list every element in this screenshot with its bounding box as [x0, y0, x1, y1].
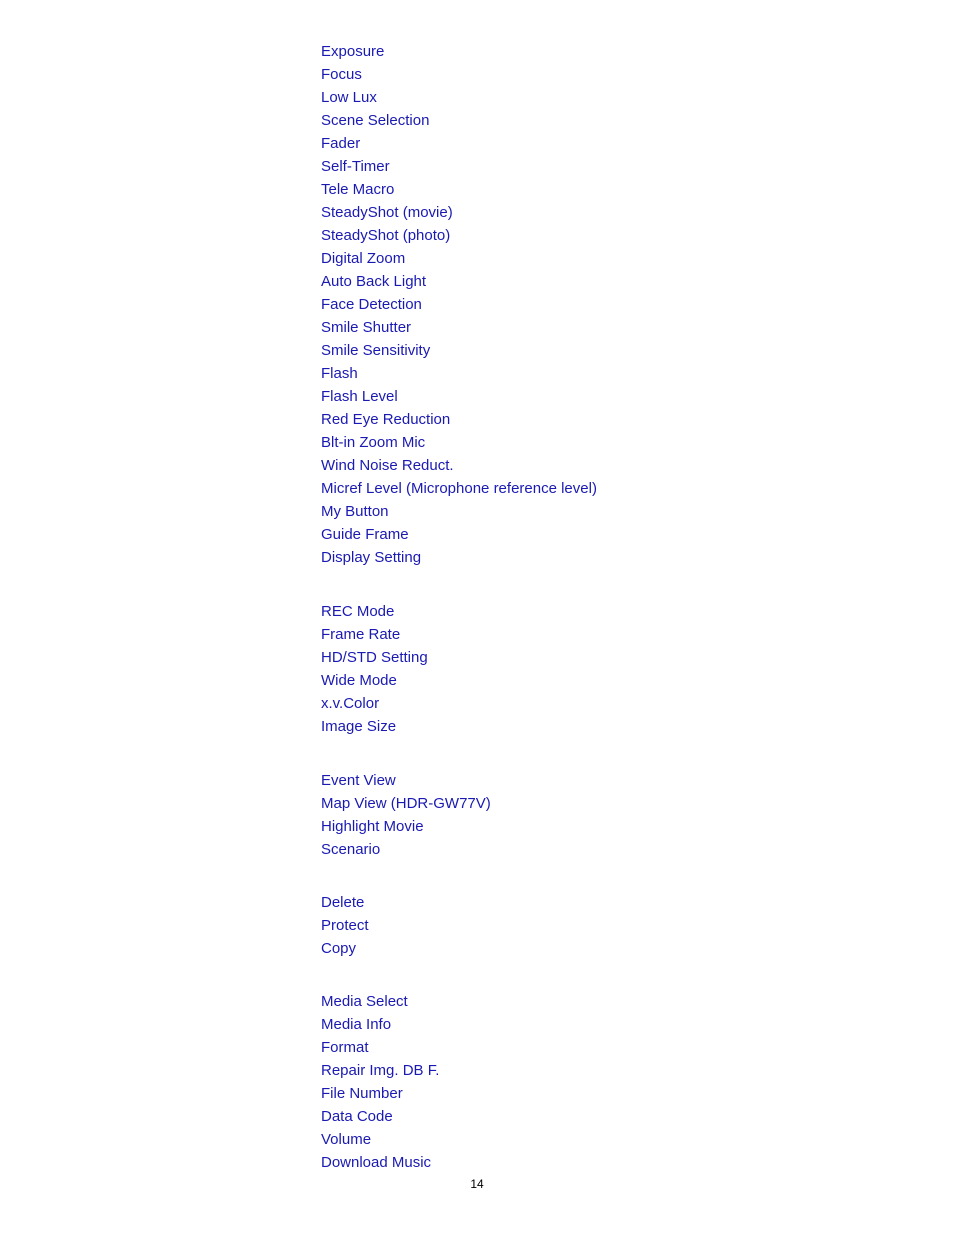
list-item	[321, 155, 597, 178]
list-item	[321, 937, 369, 960]
list-item	[321, 201, 597, 224]
menu-link[interactable]: Download Music	[321, 1154, 432, 1171]
list-item	[321, 838, 491, 861]
list-item	[321, 715, 428, 738]
menu-link[interactable]: SteadyShot (photo)	[321, 227, 451, 244]
menu-link[interactable]: HD/STD Setting	[321, 649, 428, 666]
menu-link[interactable]: Image Size	[321, 718, 397, 735]
list-item	[321, 891, 369, 914]
menu-link[interactable]: Micref Level (Microphone reference level)	[321, 480, 597, 497]
list-item	[321, 623, 428, 646]
menu-link[interactable]: Data Code	[321, 1108, 393, 1125]
list-item	[321, 86, 597, 109]
list-item	[321, 178, 597, 201]
list-item	[321, 769, 491, 792]
list-item	[321, 1151, 439, 1174]
link-group-shooting	[321, 40, 597, 569]
menu-link[interactable]: Flash Level	[321, 388, 398, 405]
list-item	[321, 362, 597, 385]
menu-link[interactable]: Frame Rate	[321, 626, 401, 643]
list-item	[321, 63, 597, 86]
menu-link[interactable]: Exposure	[321, 43, 385, 60]
menu-link[interactable]: Volume	[321, 1131, 372, 1148]
list-item	[321, 815, 491, 838]
list-item	[321, 339, 597, 362]
list-item	[321, 1059, 439, 1082]
list-item	[321, 692, 428, 715]
menu-link[interactable]: Wide Mode	[321, 672, 397, 689]
link-group-image-quality	[321, 600, 428, 738]
menu-link[interactable]: Smile Sensitivity	[321, 342, 431, 359]
menu-link[interactable]: Low Lux	[321, 89, 377, 106]
menu-link[interactable]: Wind Noise Reduct.	[321, 457, 454, 474]
menu-link[interactable]: Scenario	[321, 841, 381, 858]
menu-link[interactable]: Red Eye Reduction	[321, 411, 451, 428]
menu-link[interactable]: Highlight Movie	[321, 818, 424, 835]
menu-link[interactable]: REC Mode	[321, 603, 395, 620]
link-group-playback	[321, 769, 491, 861]
menu-link[interactable]: Map View (HDR-GW77V)	[321, 795, 491, 812]
list-item	[321, 600, 428, 623]
list-item	[321, 500, 597, 523]
list-item	[321, 247, 597, 270]
list-item	[321, 914, 369, 937]
link-group-edit	[321, 891, 369, 960]
list-item	[321, 646, 428, 669]
list-item	[321, 224, 597, 247]
menu-link[interactable]: Media Info	[321, 1016, 392, 1033]
menu-link[interactable]: Focus	[321, 66, 362, 83]
menu-link[interactable]: Protect	[321, 917, 369, 934]
menu-link[interactable]: Face Detection	[321, 296, 422, 313]
menu-link[interactable]: Copy	[321, 940, 357, 957]
menu-link[interactable]: Event View	[321, 772, 396, 789]
list-item	[321, 293, 597, 316]
link-group-setup	[321, 990, 439, 1174]
menu-link[interactable]: Flash	[321, 365, 358, 382]
list-item	[321, 990, 439, 1013]
page-number: 14	[470, 1177, 484, 1191]
menu-link[interactable]: SteadyShot (movie)	[321, 204, 453, 221]
menu-link[interactable]: Digital Zoom	[321, 250, 406, 267]
list-item	[321, 1013, 439, 1036]
menu-link[interactable]: Display Setting	[321, 549, 422, 566]
list-item	[321, 523, 597, 546]
menu-link[interactable]: Self-Timer	[321, 158, 390, 175]
menu-link[interactable]: Blt-in Zoom Mic	[321, 434, 426, 451]
list-item	[321, 454, 597, 477]
menu-link[interactable]: Format	[321, 1039, 369, 1056]
list-item	[321, 408, 597, 431]
list-item	[321, 546, 597, 569]
list-item	[321, 1105, 439, 1128]
menu-link[interactable]: Auto Back Light	[321, 273, 427, 290]
list-item	[321, 1082, 439, 1105]
menu-link[interactable]: Fader	[321, 135, 361, 152]
list-item	[321, 40, 597, 63]
menu-link[interactable]: Smile Shutter	[321, 319, 412, 336]
list-item	[321, 1128, 439, 1151]
list-item	[321, 431, 597, 454]
list-item	[321, 792, 491, 815]
menu-link[interactable]: Delete	[321, 894, 365, 911]
menu-link[interactable]: Tele Macro	[321, 181, 395, 198]
menu-link[interactable]: My Button	[321, 503, 389, 520]
list-item	[321, 477, 597, 500]
menu-link[interactable]: Media Select	[321, 993, 408, 1010]
menu-link[interactable]: Scene Selection	[321, 112, 430, 129]
list-item	[321, 669, 428, 692]
menu-link[interactable]: File Number	[321, 1085, 403, 1102]
list-item	[321, 316, 597, 339]
menu-link[interactable]: Guide Frame	[321, 526, 409, 543]
list-item	[321, 385, 597, 408]
list-item	[321, 132, 597, 155]
list-item	[321, 270, 597, 293]
list-item	[321, 1036, 439, 1059]
list-item	[321, 109, 597, 132]
menu-link[interactable]: Repair Img. DB F.	[321, 1062, 440, 1079]
menu-link[interactable]: x.v.Color	[321, 695, 380, 712]
